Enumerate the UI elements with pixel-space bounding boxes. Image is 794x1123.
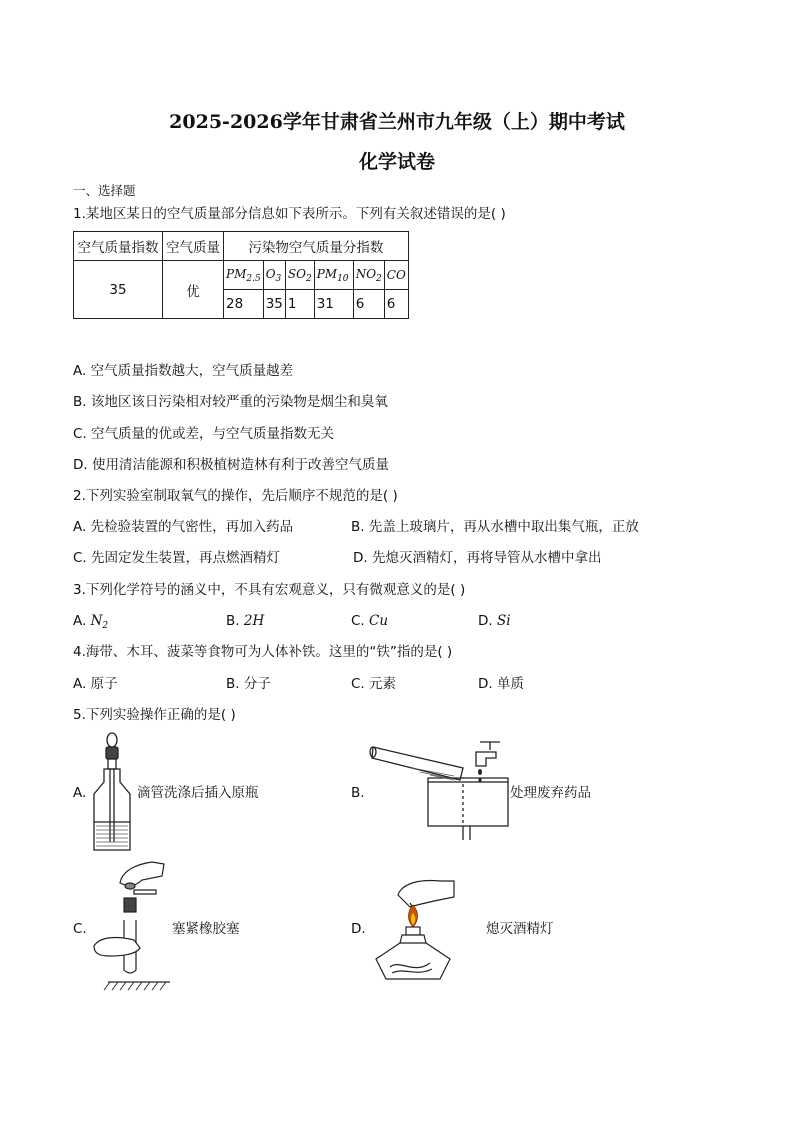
q1-option-d[interactable]: D. 使用清洁能源和积极植树造林有利于改善空气质量	[73, 457, 389, 473]
q5-option-c-label[interactable]: C.	[73, 921, 87, 937]
q3-option-d[interactable]: D. Si	[478, 613, 511, 629]
q1-option-a[interactable]: A. 空气质量指数越大，空气质量越差	[73, 363, 294, 379]
quality-value: 优	[163, 261, 224, 319]
q2-option-c[interactable]: C. 先固定发生装置，再点燃酒精灯	[73, 550, 281, 566]
q5-option-d-caption: 熄灭酒精灯	[486, 921, 554, 937]
q4-option-b[interactable]: B. 分子	[226, 676, 271, 692]
q5-option-a-label[interactable]: A.	[73, 785, 87, 801]
q5-option-b-label[interactable]: B.	[351, 785, 365, 801]
air-quality-table	[73, 231, 409, 319]
alcohol-lamp-icon	[370, 875, 460, 985]
q4-option-c[interactable]: C. 元素	[351, 676, 397, 692]
q2-option-b[interactable]: B. 先盖上玻璃片，再从水槽中取出集气瓶，正放	[351, 519, 639, 535]
q3-option-b[interactable]: B. 2H	[226, 613, 265, 629]
q3-option-c[interactable]: C. Cu	[351, 613, 389, 629]
pollutant-o3: $O_3$	[263, 261, 285, 290]
value-pm25: 28	[224, 290, 264, 319]
question-5-stem: 5.下列实验操作正确的是( )	[73, 707, 236, 723]
question-2-stem: 2.下列实验室制取氧气的操作，先后顺序不规范的是( )	[73, 488, 398, 504]
value-no2: 6	[353, 290, 384, 319]
pollutant-pm25: $PM_{2.5}$	[224, 261, 264, 290]
pollutant-co: CO	[384, 261, 408, 290]
question-1-stem: 1.某地区某日的空气质量部分信息如下表所示。下列有关叙述错误的是( )	[73, 206, 506, 222]
header-quality: 空气质量	[163, 232, 224, 261]
q4-option-a[interactable]: A. 原子	[73, 676, 118, 692]
question-3-stem: 3.下列化学符号的涵义中，不具有宏观意义，只有微观意义的是( )	[73, 582, 466, 598]
value-pm10: 31	[314, 290, 353, 319]
q5-option-c-caption: 塞紧橡胶塞	[172, 921, 240, 937]
header-aqi: 空气质量指数	[74, 232, 163, 261]
question-4-stem: 4.海带、木耳、菠菜等食物可为人体补铁。这里的“铁”指的是( )	[73, 644, 453, 660]
q3-option-a[interactable]: A. $N_2$	[73, 613, 109, 631]
q5-option-b-caption: 处理废弃药品	[510, 785, 591, 801]
q1-option-b[interactable]: B. 该地区该日污染相对较严重的污染物是烟尘和臭氧	[73, 394, 388, 410]
pollutant-no2: $NO_2$	[353, 261, 384, 290]
aqi-value: 35	[74, 261, 163, 319]
value-co: 6	[384, 290, 408, 319]
value-so2: 1	[285, 290, 314, 319]
sink-disposal-icon	[370, 740, 510, 840]
q2-option-a[interactable]: A. 先检验装置的气密性，再加入药品	[73, 519, 294, 535]
section-heading: 一、选择题	[73, 183, 136, 198]
header-subindex: 污染物空气质量分指数	[224, 232, 409, 261]
q2-option-d[interactable]: D. 先熄灭酒精灯，再将导管从水槽中拿出	[353, 550, 602, 566]
stopper-tube-icon	[90, 858, 170, 998]
value-o3: 35	[263, 290, 285, 319]
dropper-bottle-icon	[90, 730, 140, 854]
pollutant-so2: $SO_2$	[285, 261, 314, 290]
pollutant-pm10: $PM_{10}$	[314, 261, 353, 290]
q4-option-d[interactable]: D. 单质	[478, 676, 524, 692]
paper-subtitle: 化学试卷	[358, 151, 435, 173]
q5-option-d-label[interactable]: D.	[351, 921, 366, 937]
q1-option-c[interactable]: C. 空气质量的优或差，与空气质量指数无关	[73, 426, 335, 442]
q5-option-a-caption: 滴管洗涤后插入原瓶	[137, 785, 259, 801]
paper-title: 2025-2026学年甘肃省兰州市九年级（上）期中考试	[169, 111, 625, 133]
